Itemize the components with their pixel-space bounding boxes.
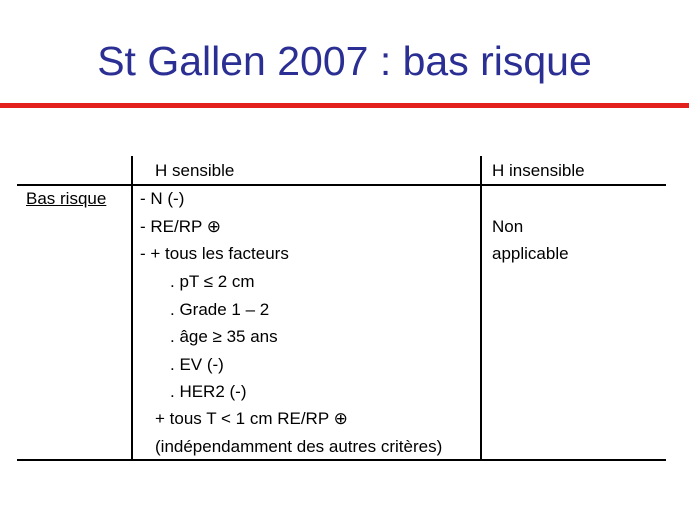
header-h-insensible: H insensible: [492, 161, 585, 180]
slide-title: St Gallen 2007 : bas risque: [97, 38, 592, 84]
table-bottom-border: [17, 459, 666, 461]
title-divider: [0, 103, 689, 108]
criterion-subline: . pT ≤ 2 cm: [170, 272, 255, 291]
row-label-bas-risque: Bas risque: [26, 189, 107, 208]
column-divider-2: [480, 156, 482, 461]
column-divider-1: [131, 156, 133, 461]
criterion-line: - + tous les facteurs: [140, 244, 289, 263]
criterion-subline: . HER2 (-): [170, 382, 247, 401]
criterion-subline: . EV (-): [170, 355, 224, 374]
criterion-line: - RE/RP ⊕: [140, 217, 221, 236]
criterion-line: + tous T < 1 cm RE/RP ⊕: [155, 409, 348, 428]
header-divider: [17, 184, 666, 186]
criterion-subline: . âge ≥ 35 ans: [170, 327, 278, 346]
criterion-subline: . Grade 1 – 2: [170, 300, 270, 319]
criterion-line: - N (-): [140, 189, 185, 208]
insensible-value: Non: [492, 217, 524, 236]
criterion-line: (indépendamment des autres critères): [155, 437, 443, 456]
header-h-sensible: H sensible: [155, 161, 235, 180]
insensible-value: applicable: [492, 244, 569, 263]
